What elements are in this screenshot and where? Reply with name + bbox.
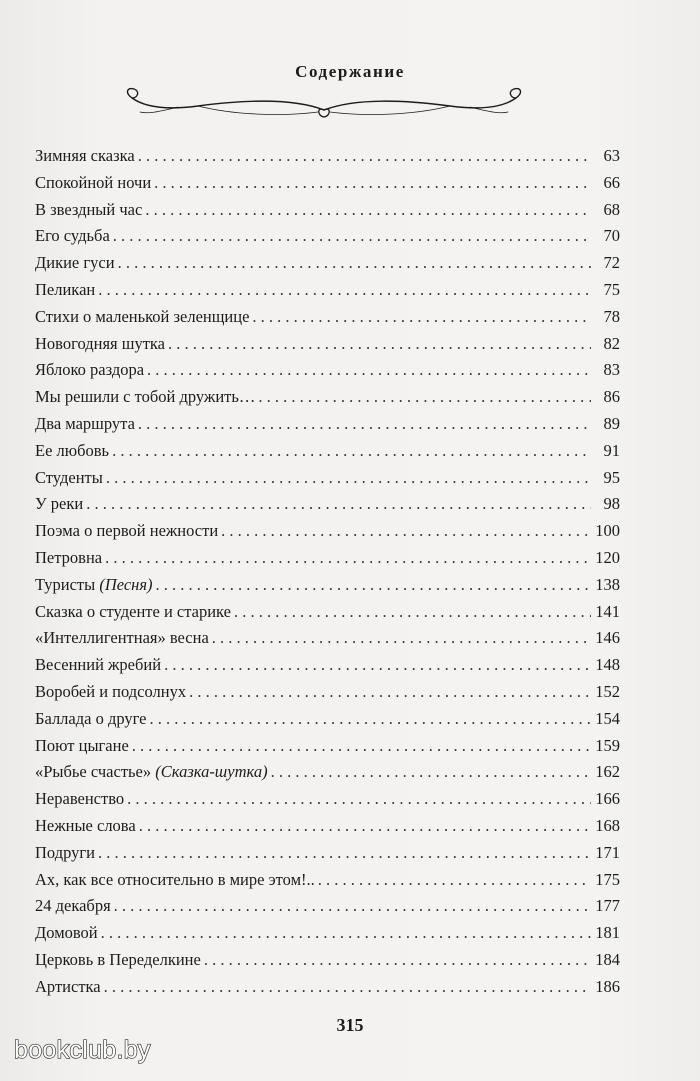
toc-entry-title-text: В звездный час	[35, 199, 143, 219]
toc-entry-title-text: 24 декабря	[35, 896, 111, 916]
toc-entry	[35, 625, 620, 652]
toc-entry-title	[35, 518, 218, 545]
toc-entry	[35, 679, 620, 706]
toc-entry-title	[35, 679, 186, 706]
toc-entry	[35, 491, 620, 518]
dot-leader	[147, 357, 591, 384]
toc-entry-page: 186	[595, 976, 620, 996]
dot-leader	[86, 491, 591, 518]
toc-entry-title-text: Стихи о маленькой зеленщице	[35, 306, 250, 326]
toc-entry-page: 171	[595, 842, 620, 862]
toc-entry-title	[35, 840, 95, 867]
page-number: 315	[336, 1015, 364, 1035]
toc-entry	[35, 357, 620, 384]
toc-entry-page: 168	[595, 815, 620, 835]
toc-entry-page: 83	[603, 360, 620, 380]
dot-leader	[156, 572, 591, 599]
dot-leader	[150, 706, 591, 733]
dot-leader	[98, 277, 591, 304]
toc-entry	[35, 572, 620, 599]
dot-leader	[118, 250, 591, 277]
toc-entry-title-text: Ах, как все относительно в мире этом!..	[35, 869, 315, 889]
dot-leader	[132, 733, 591, 760]
toc-entry	[35, 277, 620, 304]
toc-entry	[35, 840, 620, 867]
toc-entry	[35, 250, 620, 277]
toc-entry-page: 91	[603, 440, 620, 460]
toc-entry-title-text: Студенты	[35, 467, 103, 487]
dot-leader	[105, 545, 591, 572]
toc-entry-title	[35, 920, 98, 947]
toc-entry-page: 166	[595, 789, 620, 809]
toc-entry-title	[35, 625, 209, 652]
toc-entry-title	[35, 170, 151, 197]
toc-entry	[35, 331, 620, 358]
toc-entry-title-text: Поют цыгане	[35, 735, 129, 755]
toc-entry	[35, 223, 620, 250]
toc-entry	[35, 947, 620, 974]
toc-entry-page: 75	[603, 279, 620, 299]
toc-entry-title-text: «Рыбье счастье»	[35, 762, 152, 782]
toc-entry	[35, 893, 620, 920]
toc-entry-title	[35, 759, 268, 786]
toc-entry-page: 148	[595, 655, 620, 675]
toc-entry-title-text: Артистка	[35, 976, 101, 996]
toc-entry-page: 181	[595, 923, 620, 943]
toc-entry-title-text: Два маршрута	[35, 413, 135, 433]
toc-entry-page: 70	[603, 226, 620, 246]
dot-leader	[101, 920, 591, 947]
toc-entry-title-text: Воробей и подсолнух	[35, 681, 187, 701]
toc-entry-page: 89	[603, 413, 620, 433]
toc-entry	[35, 411, 620, 438]
toc-entry	[35, 384, 620, 411]
toc-entry-title	[35, 384, 255, 411]
dot-leader	[139, 813, 591, 840]
toc-entry-title	[35, 357, 144, 384]
toc-entry-page: 120	[595, 547, 620, 567]
toc-entry-title-text: Неравенство	[35, 789, 125, 809]
dot-leader	[271, 759, 591, 786]
toc-entry-title-text: Подруги	[35, 842, 95, 862]
toc-entry-title	[35, 491, 83, 518]
toc-entry-page: 146	[595, 628, 620, 648]
toc-entry-title	[35, 250, 115, 277]
toc-entry-title	[35, 572, 153, 599]
dot-leader	[98, 840, 591, 867]
dot-leader	[234, 599, 591, 626]
toc-entry	[35, 197, 620, 224]
toc-entry-title-text: Сказка о студенте и старике	[35, 601, 231, 621]
toc-entry-title-text: Спокойной ночи	[35, 172, 152, 192]
toc-entry	[35, 518, 620, 545]
toc-entry-page: 162	[595, 762, 620, 782]
toc-entry-title-text: Новогодняя шутка	[35, 333, 166, 353]
toc-entry-title	[35, 143, 135, 170]
toc-entry-page: 154	[595, 708, 620, 728]
toc-entry-title	[35, 545, 102, 572]
toc-entry-title-text: Нежные слова	[35, 815, 136, 835]
toc-entry-note: (Песня)	[99, 574, 153, 594]
toc-entry-title	[35, 893, 111, 920]
toc-entry-title-text: Его судьба	[35, 226, 110, 246]
toc-entry-page: 82	[603, 333, 620, 353]
toc-entry-page: 100	[595, 521, 620, 541]
toc-entry	[35, 813, 620, 840]
toc-entry-page: 138	[595, 574, 620, 594]
toc-entry-title	[35, 411, 135, 438]
flourish-divider	[118, 86, 530, 122]
toc-entry-title	[35, 867, 315, 894]
toc-entry	[35, 920, 620, 947]
toc-entry-title-text: Весенний жребий	[35, 655, 162, 675]
dot-leader	[258, 384, 591, 411]
toc-entry-page: 141	[595, 601, 620, 621]
toc-entry-page: 86	[603, 387, 620, 407]
toc-entry-title	[35, 974, 101, 1001]
toc-entry-title-text: Дикие гуси	[35, 253, 115, 273]
dot-leader	[164, 652, 591, 679]
toc-entry	[35, 304, 620, 331]
toc-entry	[35, 438, 620, 465]
watermark-logo: bookclub.by	[14, 1036, 151, 1064]
toc-entry-title-text: Петровна	[35, 547, 103, 567]
toc-entry-page: 98	[603, 494, 620, 514]
toc-entry	[35, 867, 620, 894]
dot-leader	[138, 143, 591, 170]
toc-entry-title-text: Ее любовь	[35, 440, 110, 460]
toc-entry-title-text: Церковь в Переделкине	[35, 949, 201, 969]
toc-entry	[35, 759, 620, 786]
dot-leader	[204, 947, 591, 974]
toc-entry-title-text: Яблоко раздора	[35, 360, 145, 380]
toc-entry-title	[35, 331, 165, 358]
toc-entry-title	[35, 947, 201, 974]
toc-entry-title-text: «Интеллигентная» весна	[35, 628, 209, 648]
toc-entry-page: 63	[603, 146, 620, 165]
toc-entry	[35, 599, 620, 626]
toc-entry-page: 72	[603, 253, 620, 273]
dot-leader	[112, 438, 591, 465]
dot-leader	[212, 625, 591, 652]
dot-leader	[318, 867, 591, 894]
toc-entry-page: 95	[603, 467, 620, 487]
toc-entry-title	[35, 465, 103, 492]
toc-entry-title-text: Туристы	[35, 574, 96, 594]
toc-entry	[35, 465, 620, 492]
toc-entry-page: 152	[595, 681, 620, 701]
toc-entry-title	[35, 438, 109, 465]
toc-entry-title	[35, 813, 136, 840]
toc-entry-page: 66	[603, 172, 620, 192]
toc-entry	[35, 706, 620, 733]
toc-entry-title-text: Зимняя сказка	[35, 146, 135, 165]
toc-entry	[35, 786, 620, 813]
toc-entry-title	[35, 599, 231, 626]
toc-entry-note: (Сказка-шутка)	[155, 762, 268, 782]
page-title: Содержание	[295, 62, 405, 81]
dot-leader	[252, 304, 591, 331]
toc-entry-title	[35, 706, 147, 733]
dot-leader	[127, 786, 591, 813]
toc-entry-title	[35, 733, 129, 760]
toc-entry-title-text: Пеликан	[35, 279, 96, 299]
toc-entry-title	[35, 652, 161, 679]
toc-entry-title-text: У реки	[35, 494, 84, 514]
table-of-contents	[35, 143, 620, 1001]
dot-leader	[114, 893, 591, 920]
dot-leader	[221, 518, 591, 545]
dot-leader	[138, 411, 591, 438]
toc-entry-page: 159	[595, 735, 620, 755]
toc-entry-page: 175	[595, 869, 620, 889]
toc-entry-title	[35, 277, 95, 304]
toc-entry-title-text: Поэма о первой нежности	[35, 521, 219, 541]
toc-entry-title	[35, 223, 110, 250]
toc-entry-title	[35, 786, 124, 813]
toc-entry	[35, 652, 620, 679]
toc-entry-title-text: Мы решили с тобой дружить…	[35, 387, 256, 407]
dot-leader	[104, 974, 591, 1001]
dot-leader	[189, 679, 591, 706]
toc-entry-page: 184	[595, 949, 620, 969]
toc-entry	[35, 170, 620, 197]
toc-entry-title-text: Баллада о друге	[35, 708, 147, 728]
dot-leader	[145, 197, 591, 224]
toc-entry-page: 78	[603, 306, 620, 326]
toc-entry-title-text: Домовой	[35, 923, 98, 943]
toc-entry-page: 68	[603, 199, 620, 219]
toc-entry	[35, 733, 620, 760]
toc-entry	[35, 974, 620, 1001]
toc-entry	[35, 143, 620, 170]
dot-leader	[106, 465, 591, 492]
toc-entry	[35, 545, 620, 572]
toc-entry-page: 177	[595, 896, 620, 916]
dot-leader	[168, 331, 591, 358]
dot-leader	[113, 223, 591, 250]
toc-entry-title	[35, 304, 249, 331]
toc-entry-title	[35, 197, 142, 224]
dot-leader	[154, 170, 591, 197]
